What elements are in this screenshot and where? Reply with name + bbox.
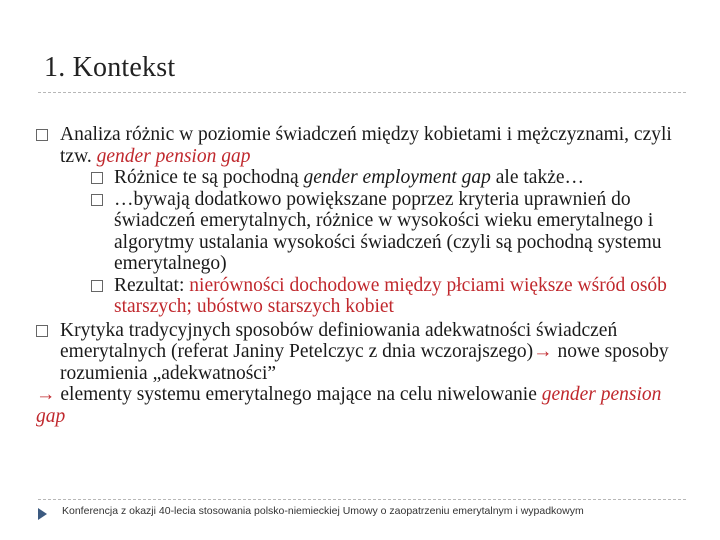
bullet-text: Analiza różnic w poziomie świadczeń między kobietami i mężczyznami, czyli tzw. [60,124,672,167]
subbullet-text-end: ale także… [490,167,585,188]
subbullet-text: Różnice te są pochodną [114,167,304,188]
subbullet-emphasis: gender employment gap [303,167,491,188]
arrow-line-text: elementy systemu emerytalnego mające na celu niwelowanie [55,384,542,405]
subbullet-result [34,275,684,318]
footer-text: Konferencja z okazji 40-lecia stosowania polsko-niemieckiej Umowy o zaopatrzeniu emerytalnym i wypadkowym [62,505,584,517]
checkbox-bullet-icon [91,194,103,206]
subbullet-highlight: nierówności dochodowe między płciami większe wśród osób starszych; ubóstwo starszych kobiet [114,274,667,317]
title-divider [38,92,686,93]
checkbox-bullet-icon [91,172,103,184]
footer-divider [38,499,686,500]
subbullet-employment-gap [34,167,684,189]
checkbox-bullet-icon [91,280,103,292]
arrow-right-icon: → [36,384,56,405]
arrow-right-icon: → [533,341,553,362]
bullet-text: Krytyka tradycyjnych sposobów definiowania adekwatności świadczeń emerytalnych (referat Janiny Petelczyc z dnia wczorajszego) [60,319,618,362]
subbullet-text: Rezultat: [114,274,190,296]
chevron-right-icon [36,507,50,521]
slide-title: 1. Kontekst [44,52,176,83]
subbullet-criteria [34,189,684,275]
arrow-line-emphasis: gender pension gap [36,384,662,427]
bullet-adequacy-critique [34,320,684,385]
bullet-text-arrow: nowe sposoby rozumienia „adekwatności” [60,341,669,384]
checkbox-bullet-icon [36,129,48,141]
checkbox-bullet-icon [36,325,48,337]
bullet-emphasis: gender pension gap [96,145,251,167]
arrow-line-elements [34,384,684,427]
bullet-gender-pension-gap [34,124,684,167]
subbullet-text: …bywają dodatkowo powiększane poprzez kryteria uprawnień do świadczeń emerytalnych, różnice w wysokości wieku emerytalnego i algorytmy ustalania wysokości świadczeń (czyli są pochodną systemu emerytalnego) [114,188,662,274]
slide-content [34,124,684,427]
